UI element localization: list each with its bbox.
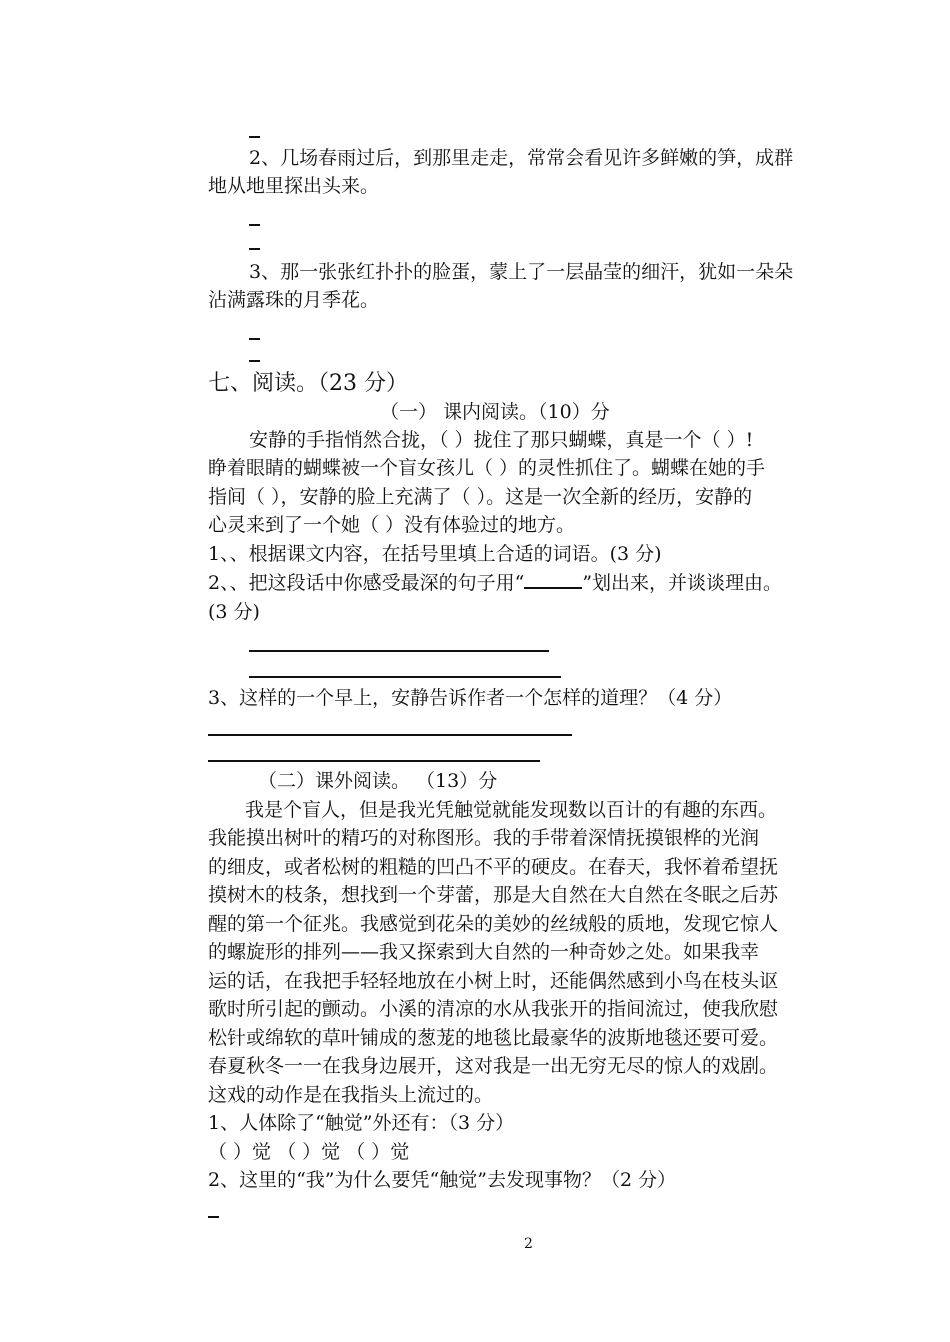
passage1-line: 指间（ ），安静的脸上充满了（ ）。这是一次全新的经历，安静的: [208, 486, 753, 508]
page-number: 2: [524, 1236, 533, 1252]
answer-dash: [249, 248, 260, 250]
part2-heading: （二）课外阅读。 （13）分: [258, 770, 498, 792]
part1-question-2-points: (3 分): [208, 601, 260, 623]
passage2-line: 松针或绵软的草叶铺成的葱茏的地毯比最豪华的波斯地毯还要可爱。: [208, 1027, 779, 1049]
passage2-line: 我能摸出树叶的精巧的对称图形。我的手带着深情抚摸银桦的光润: [208, 827, 760, 849]
passage1-line: 睁着眼睛的蝴蝶被一个盲女孩儿（ ）的灵性抓住了。蝴蝶在她的手: [208, 457, 766, 479]
passage2-line: 歌时所引起的颤动。小溪的清凉的水从我张开的指间流过，使我欣慰: [208, 998, 779, 1020]
sentence-2-line-1: 2、几场春雨过后，到那里走走，常常会看见许多鲜嫩的笋，成群: [249, 147, 794, 169]
part2-question-2: 2、这里的“我”为什么要凭“触觉”去发现事物？（2 分）: [208, 1169, 677, 1191]
underline-sample: [524, 569, 582, 589]
passage2-line: 的螺旋形的排列——我又探索到大自然的一种奇妙之处。如果我幸: [208, 941, 760, 963]
answer-line: [249, 650, 549, 652]
part1-question-3: 3、这样的一个早上，安静告诉作者一个怎样的道理？（4 分）: [208, 687, 733, 709]
passage1-line: 安静的手指悄然合拢，（ ）拢住了那只蝴蝶，真是一个（ ）!: [249, 429, 754, 451]
answer-dash: [249, 224, 260, 226]
passage2-line: 的细皮，或者松树的粗糙的凹凸不平的硬皮。在春天，我怀着希望抚: [208, 856, 779, 878]
passage2-line: 春夏秋冬一一在我身边展开，这对我是一出无穷无尽的惊人的戏剧。: [208, 1055, 779, 1077]
question-text: ”划出来，并谈谈理由。: [582, 572, 783, 594]
answer-line: [208, 734, 572, 736]
question-text: 2、、把这段话中你感受最深的句子用“: [208, 572, 525, 594]
answer-dash: [208, 1216, 219, 1218]
part1-question-1: 1、、根据课文内容，在括号里填上合适的词语。(3 分): [208, 543, 662, 565]
part2-question-1-blanks: （ ）觉 （ ）觉 （ ）觉: [208, 1141, 410, 1163]
sentence-3-line-1: 3、那一张张红扑扑的脸蛋，蒙上了一层晶莹的细汗，犹如一朵朵: [249, 261, 794, 283]
passage1-line: 心灵来到了一个她（ ）没有体验过的地方。: [208, 514, 576, 536]
sentence-3-line-2: 沾满露珠的月季花。: [208, 289, 380, 311]
answer-line: [249, 676, 561, 678]
passage2-line: 这戏的动作是在我指头上流过的。: [208, 1084, 494, 1106]
passage2-line: 摸树木的枝条，想找到一个芽蕾，那是大自然在大自然在冬眠之后苏: [208, 884, 779, 906]
section-heading: 七、阅读。（23 分）: [208, 371, 408, 396]
passage2-line: 我是个盲人，但是我光凭触觉就能发现数以百计的有趣的东西。: [245, 799, 778, 821]
part1-heading: （一） 课内阅读。（10）分: [380, 401, 610, 423]
answer-dash: [249, 136, 260, 138]
answer-line: [208, 760, 540, 762]
sentence-2-line-2: 地从地里探出头来。: [208, 175, 380, 197]
passage2-line: 运的话，在我把手轻轻地放在小树上时，还能偶然感到小鸟在枝头讴: [208, 970, 779, 992]
passage2-line: 醒的第一个征兆。我感觉到花朵的美妙的丝绒般的质地，发现它惊人: [208, 913, 779, 935]
part1-question-2: [208, 569, 782, 597]
part2-question-1: 1、人体除了“触觉”外还有：（3 分）: [208, 1112, 515, 1134]
answer-dash: [249, 338, 260, 340]
answer-dash: [249, 360, 260, 362]
